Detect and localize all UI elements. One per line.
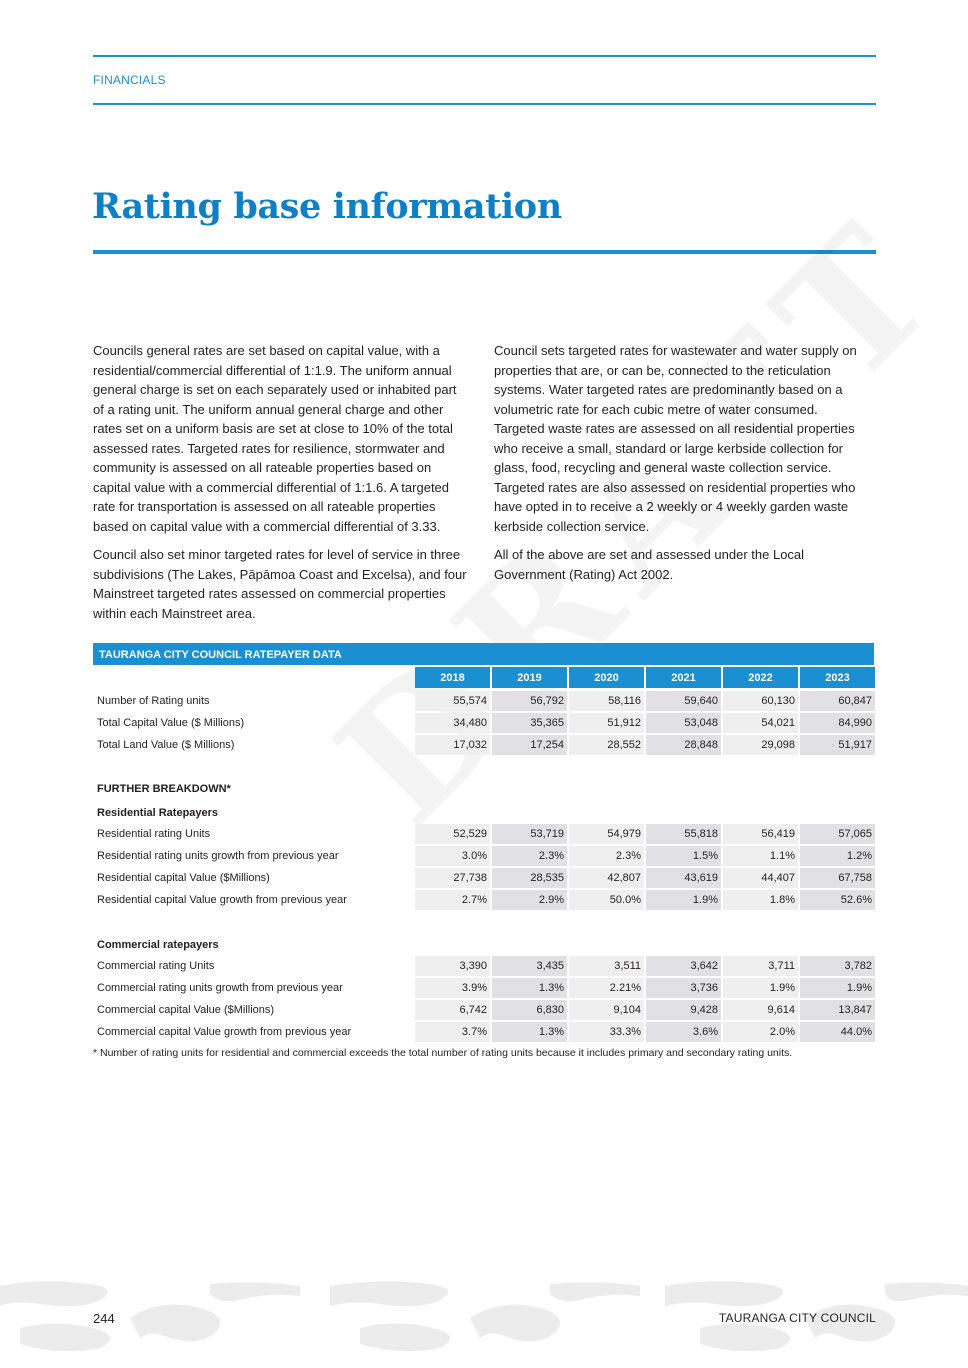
value-cell: 84,990: [800, 713, 875, 733]
value-cell: 3.7%: [415, 1022, 490, 1042]
value-cell: 55,574: [415, 691, 490, 711]
value-cell: 54,979: [569, 824, 644, 844]
intro-paragraph: All of the above are set and assessed under the Local Government (Rating) Act 2002.: [494, 547, 805, 582]
value-cell: 1.5%: [646, 846, 721, 866]
value-cell: 56,419: [723, 824, 798, 844]
value-cell: 13,847: [800, 1000, 875, 1020]
value-cell: 29,098: [723, 735, 798, 755]
value-cell: 53,719: [492, 824, 567, 844]
value-cell: 1.8%: [723, 890, 798, 910]
value-cell: 2.21%: [569, 978, 644, 998]
value-cell: 2.3%: [492, 846, 567, 866]
value-cell: 35,365: [492, 713, 567, 733]
intro-paragraph: Council also set minor targeted rates for level of service in three subdivisions (The Lakes, Pāpāmoa Coast and Excelsa), and four Mainstreet targeted rates assessed on commercial properties within each Mainstreet area.: [93, 547, 467, 621]
header-rule-top: [93, 55, 876, 57]
value-cell: 3,736: [646, 978, 721, 998]
value-cell: 1.1%: [723, 846, 798, 866]
intro-column-left: [93, 341, 468, 632]
row-label: Commercial rating units growth from previous year: [97, 982, 343, 994]
row-label: Commercial capital Value ($Millions): [97, 1004, 275, 1016]
row-label: Commercial rating Units: [97, 960, 215, 972]
value-cell: 59,640: [646, 691, 721, 711]
value-cell: 9,614: [723, 1000, 798, 1020]
page-number: 244: [93, 1311, 115, 1326]
value-cell: 1.2%: [800, 846, 875, 866]
value-cell: 67,758: [800, 868, 875, 888]
row-label: Total Land Value ($ Millions): [97, 739, 235, 751]
value-cell: 2.0%: [723, 1022, 798, 1042]
value-cell: 43,619: [646, 868, 721, 888]
value-cell: 2.9%: [492, 890, 567, 910]
year-header: 2021: [646, 667, 721, 688]
value-cell: 2.7%: [415, 890, 490, 910]
value-cell: 1.3%: [492, 1022, 567, 1042]
value-cell: 34,480: [415, 713, 490, 733]
value-cell: 51,912: [569, 713, 644, 733]
footer-organisation: TAURANGA CITY COUNCIL: [718, 1311, 876, 1325]
value-cell: 1.9%: [723, 978, 798, 998]
value-cell: 9,428: [646, 1000, 721, 1020]
value-cell: 3,511: [569, 956, 644, 976]
further-breakdown-heading: FURTHER BREAKDOWN*: [97, 783, 231, 795]
value-cell: 50.0%: [569, 890, 644, 910]
value-cell: 3,390: [415, 956, 490, 976]
residential-heading: Residential Ratepayers: [97, 807, 219, 819]
value-cell: 3.9%: [415, 978, 490, 998]
value-cell: 28,535: [492, 868, 567, 888]
value-cell: 3,435: [492, 956, 567, 976]
value-cell: 33.3%: [569, 1022, 644, 1042]
value-cell: 44,407: [723, 868, 798, 888]
value-cell: 17,254: [492, 735, 567, 755]
value-cell: 1.3%: [492, 978, 567, 998]
value-cell: 28,848: [646, 735, 721, 755]
value-cell: 52,529: [415, 824, 490, 844]
value-cell: 42,807: [569, 868, 644, 888]
value-cell: 3.0%: [415, 846, 490, 866]
year-header: 2019: [492, 667, 567, 688]
value-cell: 3.6%: [646, 1022, 721, 1042]
value-cell: 54,021: [723, 713, 798, 733]
intro-column-right: [494, 341, 869, 593]
row-label: Residential rating Units: [97, 828, 211, 840]
value-cell: 60,847: [800, 691, 875, 711]
table-title: TAURANGA CITY COUNCIL RATEPAYER DATA: [93, 643, 874, 665]
value-cell: 56,792: [492, 691, 567, 711]
year-header: 2020: [569, 667, 644, 688]
year-header: 2023: [800, 667, 875, 688]
row-label: Residential capital Value growth from previous year: [97, 894, 347, 906]
value-cell: 51,917: [800, 735, 875, 755]
value-cell: 52.6%: [800, 890, 875, 910]
page-title: Rating base information: [92, 186, 562, 227]
commercial-heading: Commercial ratepayers: [97, 939, 219, 951]
value-cell: 57,065: [800, 824, 875, 844]
row-label: Residential capital Value ($Millions): [97, 872, 270, 884]
value-cell: 28,552: [569, 735, 644, 755]
value-cell: 1.9%: [646, 890, 721, 910]
year-header: 2018: [415, 667, 490, 688]
header-rule-bottom: [93, 103, 876, 105]
value-cell: 55,818: [646, 824, 721, 844]
intro-paragraph: Councils general rates are set based on capital value, with a residential/commercial differential of 1:1.9. The uniform annual general charge is set on each separately used or inhabited part of a rating unit. The uniform annual general charge and other rates set on a uniform basis are set at close to 10% of the total assessed rates. Targeted rates for resilience, stormwater and community is assessed on all rateable properties based on capital value with a commercial differential of 1:1.6. A targeted rate for transportation is assessed on all rateable properties based on capital value with a commercial differential of 3.33.: [93, 343, 457, 534]
row-label: Commercial capital Value growth from previous year: [97, 1026, 352, 1038]
row-label: Number of Rating units: [97, 695, 210, 707]
value-cell: 3,711: [723, 956, 798, 976]
value-cell: 27,738: [415, 868, 490, 888]
value-cell: 53,048: [646, 713, 721, 733]
table-footnote: * Number of rating units for residential and commercial exceeds the total number of rating units because it includes primary and secondary rating units.: [93, 1047, 793, 1059]
value-cell: 9,104: [569, 1000, 644, 1020]
value-cell: 58,116: [569, 691, 644, 711]
value-cell: 3,782: [800, 956, 875, 976]
value-cell: 2.3%: [569, 846, 644, 866]
value-cell: 44.0%: [800, 1022, 875, 1042]
value-cell: 17,032: [415, 735, 490, 755]
value-cell: 60,130: [723, 691, 798, 711]
section-label: FINANCIALS: [93, 73, 166, 87]
value-cell: 6,742: [415, 1000, 490, 1020]
value-cell: 6,830: [492, 1000, 567, 1020]
row-label: Total Capital Value ($ Millions): [97, 717, 245, 729]
year-header: 2022: [723, 667, 798, 688]
intro-paragraph: Council sets targeted rates for wastewater and water supply on properties that are, or can be, connected to the reticulation systems. Water targeted rates are predominantly based on a volumetric rate for each cubic metre of water consumed. Targeted waste rates are assessed on all residential properties who receive a small, standard or large kerbside collection for glass, food, recycling and general waste collection service. Targeted rates are also assessed on residential properties who have opted in to receive a 2 weekly or 4 weekly garden waste kerbside collection service.: [494, 343, 857, 534]
row-label: Residential rating units growth from previous year: [97, 850, 339, 862]
value-cell: 1.9%: [800, 978, 875, 998]
value-cell: 3,642: [646, 956, 721, 976]
title-rule: [93, 250, 876, 254]
